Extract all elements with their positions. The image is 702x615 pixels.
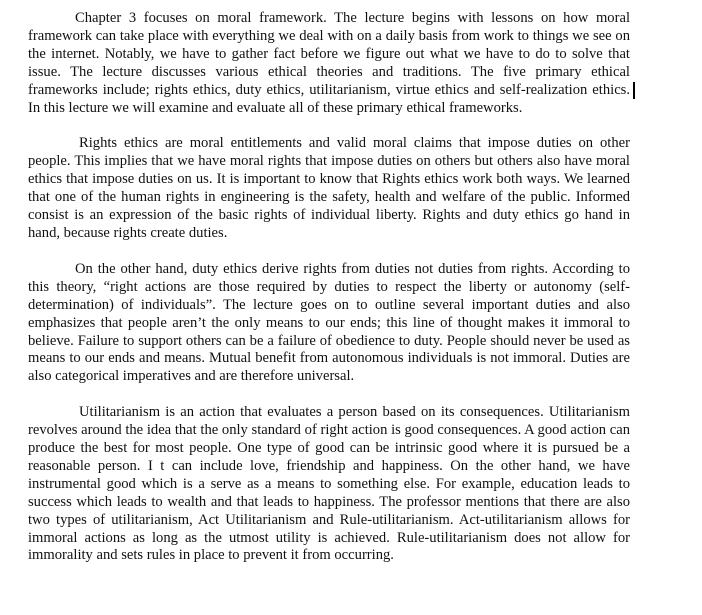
- paragraph-utilitarianism: Utilitarianism is an action that evaluates a person based on its consequences. Utilitarianism revolves around the idea that the only standard of right action is good consequences. A good action can produce the best for most people. One type of good can be intrinsic good where it is pursued be a reasonable person. I t can include love, friendship and happiness. On the other hand, we have instrumental good which is a serve as a means to something else. For example, education leads to success which leads to wealth and that leads to happiness. The professor mentions that there are also two types of utilitarianism, Act Utilitarianism and Rule-utilitarianism. Act-utilitarianism allows for immoral actions as long as the utmost utility is achieved. Rule-utilitarianism does not allow for immorality and sets rules in place to prevent it from occurring.: [28, 404, 630, 564]
- paragraph-rights-ethics: Rights ethics are moral entitlements and valid moral claims that impose duties on other people. This implies that we have moral rights that impose duties on others but others also have moral ethics that impose duties on us. It is important to know that Rights ethics work both ways. We learned that one of the human rights in engineering is the safety, health and welfare of the public. Informed consist is an expression of the basic rights of individual liberty. Rights and duty ethics go hand in hand, because rights create duties.: [28, 135, 630, 241]
- document-body[interactable]: [28, 10, 630, 565]
- paragraph-duty-ethics: On the other hand, duty ethics derive rights from duties not duties from rights. According to this theory, “right actions are those required by duties to respect the liberty or autonomy (self-determination) of individuals”. The lecture goes on to outline several important duties and also emphasizes that people aren’t the only means to our ends; this line of thought makes it immoral to believe. Failure to support others can be a failure of obedience to duty. People should never be used as means to our ends and means. Mutual benefit from autonomous individuals is not immoral. Duties are also categorical imperatives and are therefore universal.: [28, 260, 630, 385]
- paragraph-intro: Chapter 3 focuses on moral framework. The lecture begins with lessons on how moral framework can take place with everything we deal with on a daily basis from work to things we see on the internet. Notably, we have to gather fact before we figure out what we have to do to solve that issue. The lecture discusses various ethical theories and traditions. The five primary ethical frameworks include; rights ethics, duty ethics, utilitarianism, virtue ethics and self-realization ethics. In this lecture we will examine and evaluate all of these primary ethical frameworks.: [28, 10, 630, 116]
- text-cursor: [633, 82, 635, 99]
